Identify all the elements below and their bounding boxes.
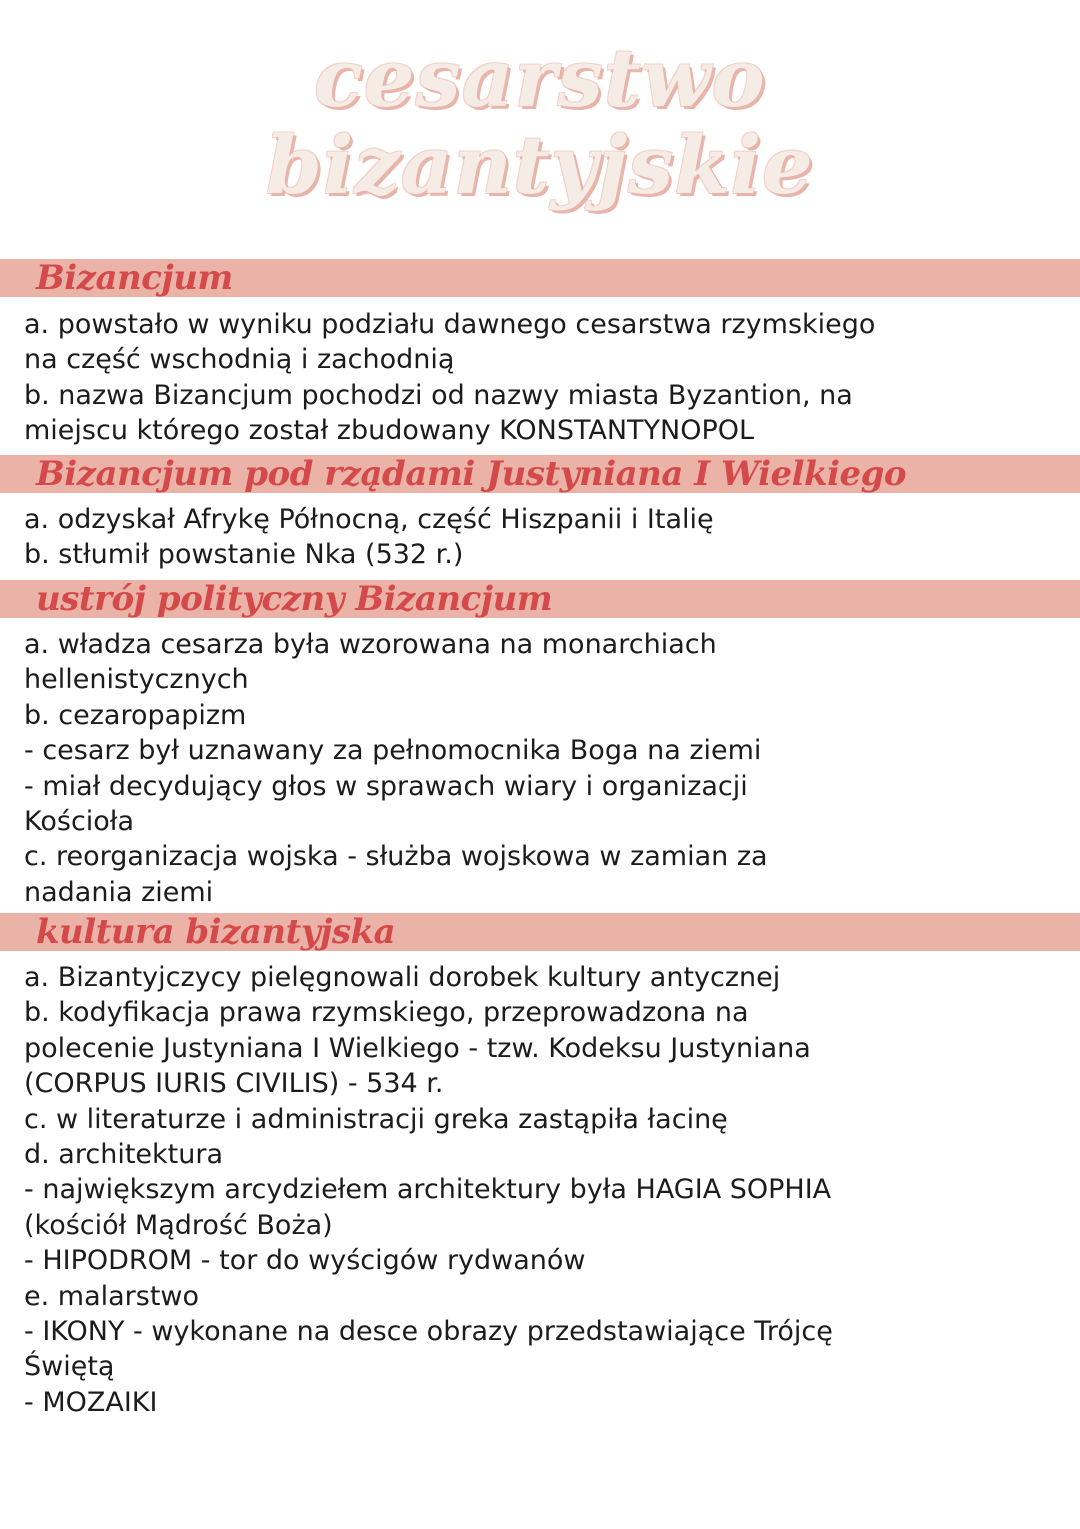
section-heading: ustrój polityczny Bizancjum xyxy=(36,579,553,619)
section-heading: Bizancjum pod rządami Justyniana I Wielkiego xyxy=(36,454,907,494)
text-line: (CORPUS IURIS CIVILIS) - 534 r. xyxy=(24,1068,444,1100)
text-line: miejscu którego został zbudowany KONSTANTYNOPOL xyxy=(24,415,755,447)
section-body-justynian xyxy=(24,502,1064,573)
text-line: c. reorganizacja wojska - służba wojskowa w zamian za xyxy=(24,841,768,873)
text-line: - HIPODROM - tor do wyścigów rydwanów xyxy=(24,1245,586,1277)
section-body-kultura xyxy=(24,960,1064,1420)
text-line: na część wschodnią i zachodnią xyxy=(24,344,455,376)
text-line: - miał decydujący głos w sprawach wiary i organizacji xyxy=(24,770,748,802)
section-heading: kultura bizantyjska xyxy=(36,912,396,952)
page-title-line-1: cesarstwo xyxy=(314,31,766,125)
text-line: d. architektura xyxy=(24,1139,223,1171)
text-line: - IKONY - wykonane na desce obrazy przedstawiające Trójcę xyxy=(24,1316,833,1348)
text-line: e. malarstwo xyxy=(24,1280,200,1312)
text-line: polecenie Justyniana I Wielkiego - tzw. Kodeksu Justyniana xyxy=(24,1032,811,1064)
text-line: a. władza cesarza była wzorowana na monarchiach xyxy=(24,629,717,660)
text-line: a. powstało w wyniku podziału dawnego cesarstwa rzymskiego xyxy=(24,309,876,340)
page-title-line-2: bizantyjskie xyxy=(266,118,814,212)
section-header-ustroj xyxy=(0,580,1080,618)
text-line: - cesarz był uznawany za pełnomocnika Boga na ziemi xyxy=(24,735,762,767)
text-line: a. odzyskał Afrykę Północną, część Hiszpanii i Italię xyxy=(24,504,714,535)
section-header-justynian xyxy=(0,455,1080,493)
text-line: b. nazwa Bizancjum pochodzi od nazwy miasta Byzantion, na xyxy=(24,379,853,411)
text-line: - największym arcydziełem architektury była HAGIA SOPHIA xyxy=(24,1174,832,1206)
text-line: b. kodyfikacja prawa rzymskiego, przeprowadzona na xyxy=(24,997,749,1029)
section-body-ustroj xyxy=(24,627,1064,910)
text-line: Kościoła xyxy=(24,806,135,838)
text-line: c. w literaturze i administracji greka zastąpiła łacinę xyxy=(24,1103,728,1135)
text-line: b. stłumił powstanie Nka (532 r.) xyxy=(24,539,464,571)
text-line: a. Bizantyjczycy pielęgnowali dorobek kultury antycznej xyxy=(24,962,781,993)
text-line: nadania ziemi xyxy=(24,876,214,908)
text-line: hellenistycznych xyxy=(24,664,249,696)
text-line: - MOZAIKI xyxy=(24,1386,158,1418)
section-heading: Bizancjum xyxy=(36,258,233,298)
section-header-bizancjum xyxy=(0,259,1080,297)
text-line: (kościół Mądrość Boża) xyxy=(24,1209,333,1241)
section-body-bizancjum xyxy=(24,307,1064,449)
text-line: b. cezaropapizm xyxy=(24,699,247,731)
section-header-kultura xyxy=(0,913,1080,951)
text-line: Świętą xyxy=(24,1351,115,1383)
